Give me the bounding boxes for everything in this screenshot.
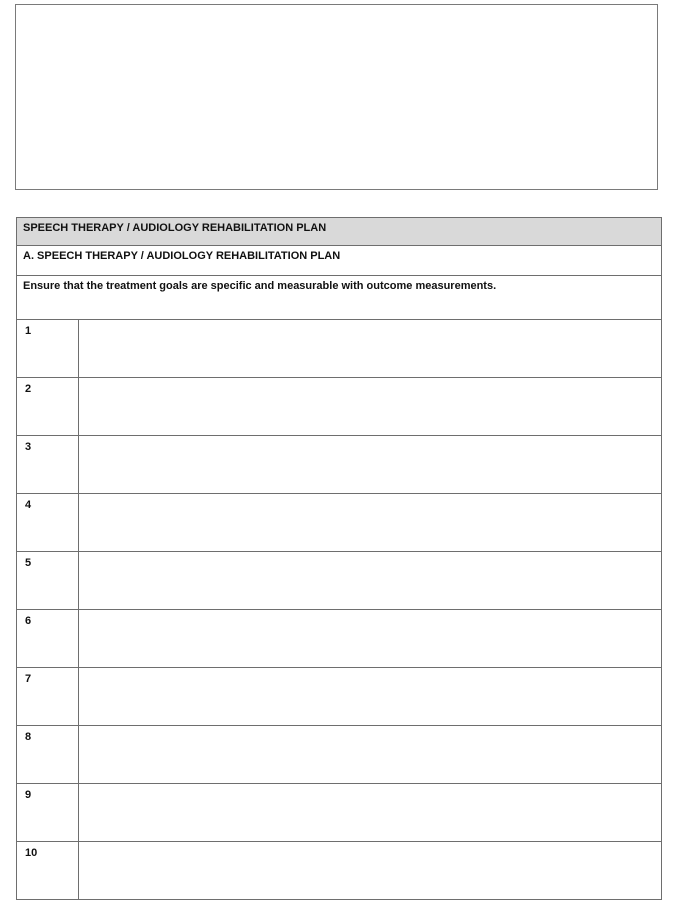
goal-field-4[interactable]: [79, 494, 662, 552]
goal-number: 6: [17, 610, 79, 668]
goal-field-3[interactable]: [79, 436, 662, 494]
instruction-row: [17, 276, 662, 320]
goal-row-7: [17, 668, 662, 726]
goal-number: 3: [17, 436, 79, 494]
goal-row-3: [17, 436, 662, 494]
goal-field-5[interactable]: [79, 552, 662, 610]
goal-number: 1: [17, 320, 79, 378]
goal-field-7[interactable]: [79, 668, 662, 726]
section-a-row: [17, 246, 662, 276]
goal-number: 2: [17, 378, 79, 436]
goal-row-9: [17, 784, 662, 842]
goal-field-10[interactable]: [79, 842, 662, 900]
goal-number: 4: [17, 494, 79, 552]
rehabilitation-plan-table: [16, 217, 662, 900]
plan-title-row: [17, 218, 662, 246]
goal-field-2[interactable]: [79, 378, 662, 436]
goal-row-2: [17, 378, 662, 436]
goal-row-10: [17, 842, 662, 900]
goal-row-4: [17, 494, 662, 552]
section-a-heading: A. SPEECH THERAPY / AUDIOLOGY REHABILITATION PLAN: [17, 246, 662, 276]
goal-number: 8: [17, 726, 79, 784]
goal-row-5: [17, 552, 662, 610]
plan-title: SPEECH THERAPY / AUDIOLOGY REHABILITATION PLAN: [17, 218, 662, 246]
goal-number: 10: [17, 842, 79, 900]
goal-field-6[interactable]: [79, 610, 662, 668]
goal-row-8: [17, 726, 662, 784]
goal-field-1[interactable]: [79, 320, 662, 378]
goal-number: 9: [17, 784, 79, 842]
instruction-text: Ensure that the treatment goals are specific and measurable with outcome measurements.: [17, 276, 662, 320]
goal-row-1: [17, 320, 662, 378]
goal-row-6: [17, 610, 662, 668]
goal-number: 5: [17, 552, 79, 610]
notes-box[interactable]: [15, 4, 658, 190]
goal-field-8[interactable]: [79, 726, 662, 784]
goal-number: 7: [17, 668, 79, 726]
goal-field-9[interactable]: [79, 784, 662, 842]
